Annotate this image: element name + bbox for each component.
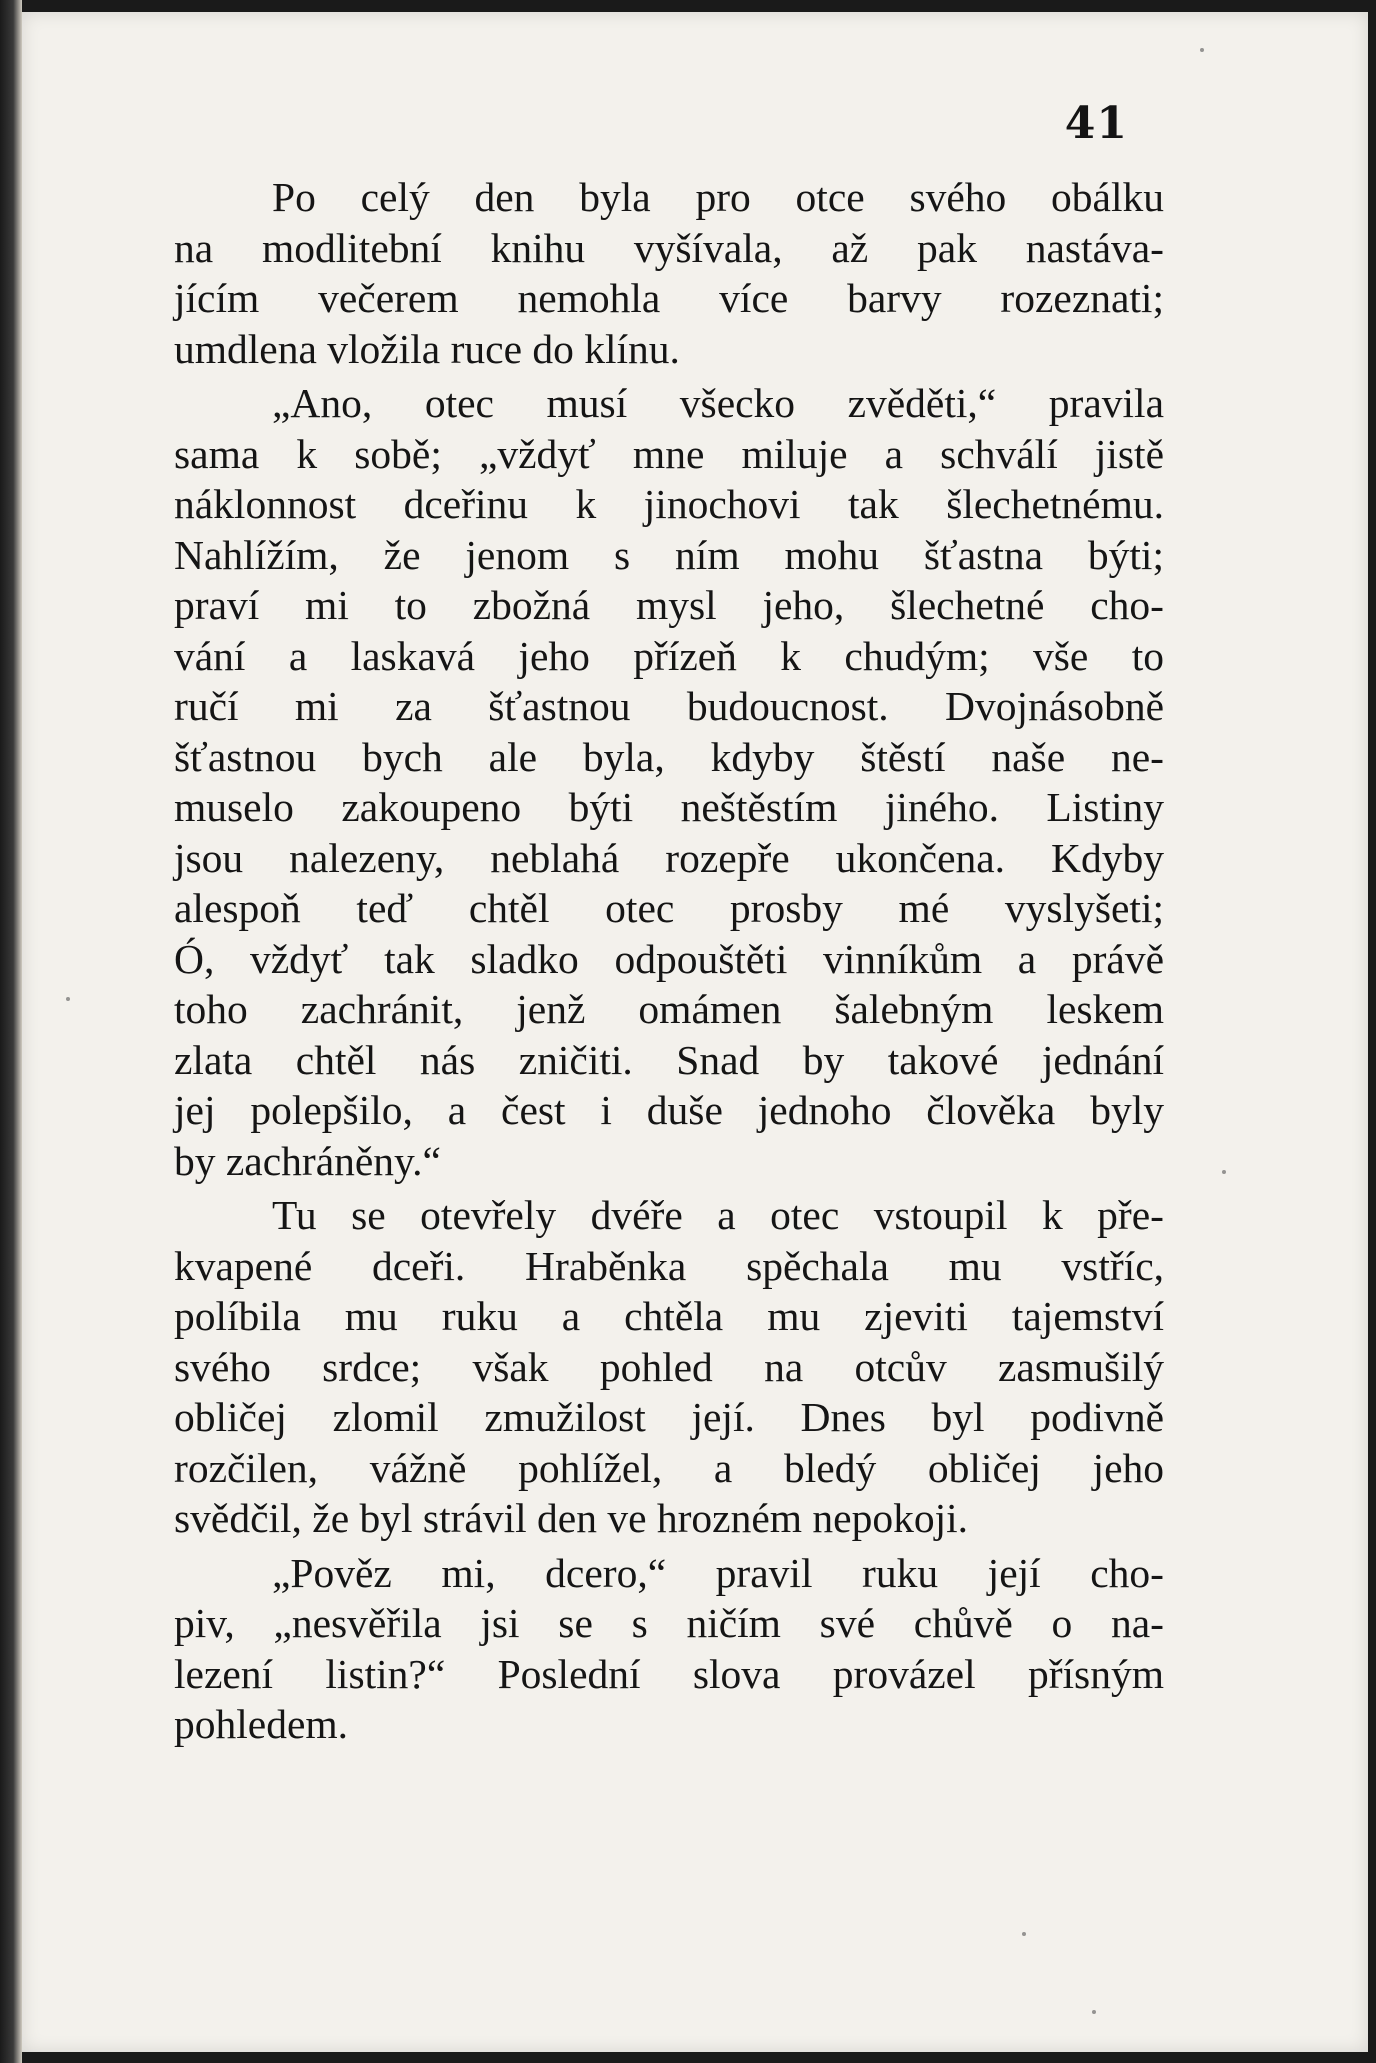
paragraph-3 xyxy=(174,1190,1164,1544)
text-line: pohledem. xyxy=(174,1701,349,1747)
text-line: umdlena vložila ruce do klínu. xyxy=(174,325,680,372)
text-line: políbila mu ruku a chtěla mu zjeviti tajemství xyxy=(174,1293,1164,1339)
text-line: alespoň teď chtěl otec prosby mé vyslyšeti; xyxy=(174,885,1164,931)
body-text xyxy=(174,172,1164,1750)
paragraph-1 xyxy=(174,172,1164,374)
text-line: šťastnou bych ale byla, kdyby štěstí naše ne- xyxy=(174,733,1164,780)
print-speck xyxy=(66,997,70,1001)
text-line: kvapené dceři. Hraběnka spěchala mu vstříc, xyxy=(174,1242,1164,1289)
text-line: muselo zakoupeno býti neštěstím jiného. Listiny xyxy=(174,784,1164,830)
text-line: náklonnost dceřinu k jinochovi tak šlechetnému. xyxy=(174,481,1164,527)
paragraph-4 xyxy=(174,1548,1164,1750)
print-speck xyxy=(1222,1170,1226,1174)
text-line: obličej zlomil zmužilost její. Dnes byl podivně xyxy=(174,1394,1164,1440)
text-line: jej polepšilo, a čest i duše jednoho člověka byly xyxy=(174,1087,1164,1133)
text-line: piv, „nesvěřila jsi se s ničím své chůvě o na- xyxy=(174,1600,1164,1646)
text-line: lezení listin?“ Poslední slova provázel přísným xyxy=(174,1650,1164,1697)
print-speck xyxy=(1200,48,1204,52)
text-line: „Pověz mi, dcero,“ pravil ruku její cho- xyxy=(272,1549,1164,1596)
text-line: sama k sobě; „vždyť mne miluje a schválí jistě xyxy=(174,430,1164,477)
print-speck xyxy=(1022,1932,1026,1936)
text-line: svého srdce; však pohled na otcův zasmušilý xyxy=(174,1343,1164,1390)
paragraph-2 xyxy=(174,378,1164,1186)
text-line: Tu se otevřely dvéře a otec vstoupil k pře- xyxy=(272,1192,1164,1238)
book-page xyxy=(22,12,1368,2052)
text-line: Ó, vždyť tak sladko odpouštěti vinníkům a právě xyxy=(174,935,1164,982)
text-line: svědčil, že byl strávil den ve hrozném nepokoji. xyxy=(174,1495,969,1541)
text-line: jícím večerem nemohla více barvy rozeznati; xyxy=(174,275,1164,321)
text-line: by zachráněny.“ xyxy=(174,1137,441,1184)
text-line: praví mi to zbožná mysl jeho, šlechetné cho- xyxy=(174,582,1164,628)
book-spine-edge xyxy=(0,0,22,2063)
text-line: „Ano, otec musí všecko zvěděti,“ pravila xyxy=(272,380,1164,426)
page-number: 41 xyxy=(1064,98,1128,149)
print-speck xyxy=(1092,2010,1096,2014)
text-line: vání a laskavá jeho přízeň k chudým; vše to xyxy=(174,632,1164,679)
text-line: jsou nalezeny, neblahá rozepře ukončena. Kdyby xyxy=(174,834,1164,881)
text-line: Nahlížím, že jenom s ním mohu šťastna býti; xyxy=(174,531,1164,578)
text-line: na modlitební knihu vyšívala, až pak nastáva- xyxy=(174,224,1164,271)
text-line: toho zachránit, jenž omámen šalebným leskem xyxy=(174,986,1164,1032)
text-line: Po celý den byla pro otce svého obálku xyxy=(272,174,1164,220)
text-line: zlata chtěl nás zničiti. Snad by takové jednání xyxy=(174,1036,1164,1083)
text-line: rozčilen, vážně pohlížel, a bledý obličej jeho xyxy=(174,1444,1164,1491)
text-line: ručí mi za šťastnou budoucnost. Dvojnásobně xyxy=(174,683,1164,729)
